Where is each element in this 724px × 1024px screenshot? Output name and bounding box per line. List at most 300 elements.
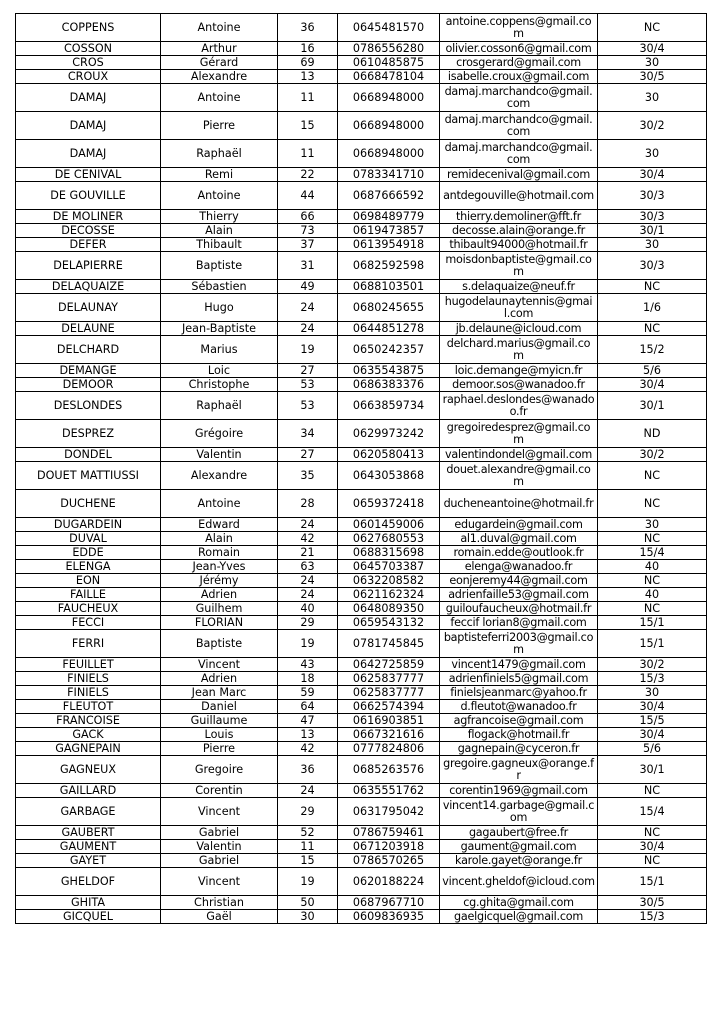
table-row	[16, 462, 707, 490]
age-cell: 24	[278, 294, 338, 322]
ranking-cell: 15/5	[598, 714, 707, 728]
ranking-cell: 30	[598, 238, 707, 252]
ranking-cell: 30	[598, 84, 707, 112]
age-cell: 31	[278, 252, 338, 280]
phone-cell: 0625837777	[338, 672, 440, 686]
table-row	[16, 322, 707, 336]
age-cell: 24	[278, 322, 338, 336]
table-row	[16, 336, 707, 364]
table-row	[16, 210, 707, 224]
age-cell: 13	[278, 70, 338, 84]
table-row	[16, 168, 707, 182]
phone-cell: 0668948000	[338, 140, 440, 168]
last-name-cell: DUCHENE	[16, 490, 161, 518]
ranking-cell: 30/4	[598, 700, 707, 714]
last-name-cell: GHELDOF	[16, 868, 161, 896]
last-name-cell: CROS	[16, 56, 161, 70]
ranking-cell: 30	[598, 56, 707, 70]
table-row	[16, 798, 707, 826]
first-name-cell: Christian	[161, 896, 278, 910]
table-row	[16, 14, 707, 42]
last-name-cell: DE MOLINER	[16, 210, 161, 224]
email-cell: damaj.marchandco@gmail.com	[440, 112, 598, 140]
last-name-cell: DELAUNAY	[16, 294, 161, 322]
ranking-cell: 40	[598, 560, 707, 574]
last-name-cell: FEUILLET	[16, 658, 161, 672]
first-name-cell: Adrien	[161, 588, 278, 602]
last-name-cell: DE CENIVAL	[16, 168, 161, 182]
last-name-cell: EDDE	[16, 546, 161, 560]
last-name-cell: GAGNEPAIN	[16, 742, 161, 756]
phone-cell: 0619473857	[338, 224, 440, 238]
age-cell: 11	[278, 140, 338, 168]
age-cell: 16	[278, 42, 338, 56]
first-name-cell: Vincent	[161, 798, 278, 826]
first-name-cell: Sébastien	[161, 280, 278, 294]
ranking-cell: 30/4	[598, 42, 707, 56]
phone-cell: 0786759461	[338, 826, 440, 840]
last-name-cell: FAUCHEUX	[16, 602, 161, 616]
ranking-cell: ND	[598, 420, 707, 448]
email-cell: adrienfiniels5@gmail.com	[440, 672, 598, 686]
table-row	[16, 56, 707, 70]
email-cell: moisdonbaptiste@gmail.com	[440, 252, 598, 280]
table-row	[16, 560, 707, 574]
ranking-cell: 15/3	[598, 672, 707, 686]
first-name-cell: Marius	[161, 336, 278, 364]
email-cell: loic.demange@myicn.fr	[440, 364, 598, 378]
ranking-cell: 5/6	[598, 742, 707, 756]
phone-cell: 0688315698	[338, 546, 440, 560]
email-cell: gregoire.gagneux@orange.fr	[440, 756, 598, 784]
email-cell: baptisteferri2003@gmail.com	[440, 630, 598, 658]
email-cell: vincent.gheldof@icloud.com	[440, 868, 598, 896]
table-row	[16, 686, 707, 700]
table-row	[16, 854, 707, 868]
first-name-cell: Loic	[161, 364, 278, 378]
email-cell: gaelgicquel@gmail.com	[440, 910, 598, 924]
table-row	[16, 238, 707, 252]
last-name-cell: CROUX	[16, 70, 161, 84]
email-cell: raphael.deslondes@wanadoo.fr	[440, 392, 598, 420]
table-row	[16, 574, 707, 588]
age-cell: 53	[278, 392, 338, 420]
age-cell: 69	[278, 56, 338, 70]
age-cell: 50	[278, 896, 338, 910]
email-cell: adrienfaille53@gmail.com	[440, 588, 598, 602]
table-row	[16, 70, 707, 84]
last-name-cell: GAILLARD	[16, 784, 161, 798]
email-cell: douet.alexandre@gmail.com	[440, 462, 598, 490]
phone-cell: 0627680553	[338, 532, 440, 546]
email-cell: damaj.marchandco@gmail.com	[440, 84, 598, 112]
first-name-cell: Jérémy	[161, 574, 278, 588]
phone-cell: 0687666592	[338, 182, 440, 210]
first-name-cell: Pierre	[161, 742, 278, 756]
ranking-cell: 30/1	[598, 756, 707, 784]
email-cell: thibault94000@hotmail.fr	[440, 238, 598, 252]
phone-cell: 0682592598	[338, 252, 440, 280]
ranking-cell: NC	[598, 322, 707, 336]
last-name-cell: GACK	[16, 728, 161, 742]
ranking-cell: 5/6	[598, 364, 707, 378]
phone-cell: 0662574394	[338, 700, 440, 714]
last-name-cell: DOUET MATTIUSSI	[16, 462, 161, 490]
email-cell: vincent14.garbage@gmail.com	[440, 798, 598, 826]
ranking-cell: 30	[598, 140, 707, 168]
ranking-cell: 30	[598, 518, 707, 532]
last-name-cell: FAILLE	[16, 588, 161, 602]
email-cell: al1.duval@gmail.com	[440, 532, 598, 546]
table-row	[16, 518, 707, 532]
age-cell: 28	[278, 490, 338, 518]
last-name-cell: COPPENS	[16, 14, 161, 42]
first-name-cell: Antoine	[161, 14, 278, 42]
age-cell: 47	[278, 714, 338, 728]
phone-cell: 0698489779	[338, 210, 440, 224]
ranking-cell: NC	[598, 14, 707, 42]
phone-cell: 0786570265	[338, 854, 440, 868]
age-cell: 19	[278, 868, 338, 896]
email-cell: remidecenival@gmail.com	[440, 168, 598, 182]
age-cell: 52	[278, 826, 338, 840]
table-row	[16, 84, 707, 112]
last-name-cell: DEMANGE	[16, 364, 161, 378]
email-cell: vincent1479@gmail.com	[440, 658, 598, 672]
phone-cell: 0629973242	[338, 420, 440, 448]
first-name-cell: Baptiste	[161, 252, 278, 280]
table-row	[16, 714, 707, 728]
ranking-cell: 30/3	[598, 182, 707, 210]
first-name-cell: Christophe	[161, 378, 278, 392]
table-row	[16, 896, 707, 910]
phone-cell: 0620188224	[338, 868, 440, 896]
ranking-cell: 30/1	[598, 224, 707, 238]
last-name-cell: DE GOUVILLE	[16, 182, 161, 210]
table-row	[16, 420, 707, 448]
first-name-cell: Antoine	[161, 490, 278, 518]
phone-cell: 0686383376	[338, 378, 440, 392]
age-cell: 15	[278, 112, 338, 140]
players-table-body	[16, 14, 707, 924]
phone-cell: 0659543132	[338, 616, 440, 630]
phone-cell: 0621162324	[338, 588, 440, 602]
table-row	[16, 756, 707, 784]
table-row	[16, 378, 707, 392]
email-cell: crosgerard@gmail.com	[440, 56, 598, 70]
email-cell: hugodelaunaytennis@gmail.com	[440, 294, 598, 322]
last-name-cell: DAMAJ	[16, 140, 161, 168]
age-cell: 66	[278, 210, 338, 224]
table-row	[16, 294, 707, 322]
last-name-cell: FERRI	[16, 630, 161, 658]
phone-cell: 0625837777	[338, 686, 440, 700]
age-cell: 15	[278, 854, 338, 868]
ranking-cell: 30	[598, 686, 707, 700]
ranking-cell: 30/4	[598, 378, 707, 392]
age-cell: 36	[278, 14, 338, 42]
age-cell: 18	[278, 672, 338, 686]
table-row	[16, 910, 707, 924]
first-name-cell: Daniel	[161, 700, 278, 714]
last-name-cell: DELAUNE	[16, 322, 161, 336]
ranking-cell: 30/5	[598, 70, 707, 84]
age-cell: 24	[278, 784, 338, 798]
ranking-cell: 15/4	[598, 546, 707, 560]
ranking-cell: NC	[598, 280, 707, 294]
email-cell: valentindondel@gmail.com	[440, 448, 598, 462]
email-cell: flogack@hotmail.fr	[440, 728, 598, 742]
age-cell: 43	[278, 658, 338, 672]
email-cell: eonjeremy44@gmail.com	[440, 574, 598, 588]
ranking-cell: 30/1	[598, 392, 707, 420]
table-row	[16, 546, 707, 560]
phone-cell: 0632208582	[338, 574, 440, 588]
age-cell: 24	[278, 588, 338, 602]
last-name-cell: DUGARDEIN	[16, 518, 161, 532]
phone-cell: 0645481570	[338, 14, 440, 42]
table-row	[16, 182, 707, 210]
email-cell: olivier.cosson6@gmail.com	[440, 42, 598, 56]
email-cell: delchard.marius@gmail.com	[440, 336, 598, 364]
email-cell: s.delaquaize@neuf.fr	[440, 280, 598, 294]
table-row	[16, 630, 707, 658]
phone-cell: 0643053868	[338, 462, 440, 490]
last-name-cell: FECCI	[16, 616, 161, 630]
phone-cell: 0668478104	[338, 70, 440, 84]
ranking-cell: 30/5	[598, 896, 707, 910]
phone-cell: 0688103501	[338, 280, 440, 294]
age-cell: 59	[278, 686, 338, 700]
first-name-cell: Jean-Baptiste	[161, 322, 278, 336]
phone-cell: 0663859734	[338, 392, 440, 420]
first-name-cell: Raphaël	[161, 392, 278, 420]
ranking-cell: NC	[598, 574, 707, 588]
first-name-cell: Grégoire	[161, 420, 278, 448]
phone-cell: 0620580413	[338, 448, 440, 462]
first-name-cell: Alexandre	[161, 462, 278, 490]
ranking-cell: 30/4	[598, 728, 707, 742]
last-name-cell: DONDEL	[16, 448, 161, 462]
first-name-cell: Baptiste	[161, 630, 278, 658]
last-name-cell: DELCHARD	[16, 336, 161, 364]
email-cell: d.fleutot@wanadoo.fr	[440, 700, 598, 714]
phone-cell: 0631795042	[338, 798, 440, 826]
email-cell: feccif lorian8@gmail.com	[440, 616, 598, 630]
phone-cell: 0645703387	[338, 560, 440, 574]
age-cell: 42	[278, 742, 338, 756]
first-name-cell: Corentin	[161, 784, 278, 798]
ranking-cell: NC	[598, 826, 707, 840]
ranking-cell: 15/1	[598, 630, 707, 658]
last-name-cell: DESLONDES	[16, 392, 161, 420]
email-cell: isabelle.croux@gmail.com	[440, 70, 598, 84]
phone-cell: 0650242357	[338, 336, 440, 364]
table-row	[16, 252, 707, 280]
last-name-cell: GAYET	[16, 854, 161, 868]
first-name-cell: Antoine	[161, 182, 278, 210]
first-name-cell: Alain	[161, 224, 278, 238]
age-cell: 22	[278, 168, 338, 182]
last-name-cell: FLEUTOT	[16, 700, 161, 714]
first-name-cell: Antoine	[161, 84, 278, 112]
table-row	[16, 700, 707, 714]
ranking-cell: 15/1	[598, 868, 707, 896]
last-name-cell: COSSON	[16, 42, 161, 56]
phone-cell: 0668948000	[338, 84, 440, 112]
table-row	[16, 672, 707, 686]
phone-cell: 0635543875	[338, 364, 440, 378]
first-name-cell: Gérard	[161, 56, 278, 70]
table-row	[16, 224, 707, 238]
last-name-cell: FRANCOISE	[16, 714, 161, 728]
table-row	[16, 658, 707, 672]
last-name-cell: FINIELS	[16, 672, 161, 686]
ranking-cell: 30/4	[598, 840, 707, 854]
ranking-cell: 30/2	[598, 448, 707, 462]
first-name-cell: Vincent	[161, 658, 278, 672]
email-cell: corentin1969@gmail.com	[440, 784, 598, 798]
table-row	[16, 616, 707, 630]
age-cell: 30	[278, 910, 338, 924]
phone-cell: 0659372418	[338, 490, 440, 518]
last-name-cell: GICQUEL	[16, 910, 161, 924]
first-name-cell: Gabriel	[161, 826, 278, 840]
table-row	[16, 840, 707, 854]
email-cell: gaument@gmail.com	[440, 840, 598, 854]
ranking-cell: 30/2	[598, 658, 707, 672]
ranking-cell: 1/6	[598, 294, 707, 322]
table-row	[16, 532, 707, 546]
first-name-cell: Arthur	[161, 42, 278, 56]
first-name-cell: Guillaume	[161, 714, 278, 728]
ranking-cell: 30/4	[598, 168, 707, 182]
table-row	[16, 728, 707, 742]
first-name-cell: Gaël	[161, 910, 278, 924]
age-cell: 73	[278, 224, 338, 238]
email-cell: thierry.demoliner@fft.fr	[440, 210, 598, 224]
email-cell: agfrancoise@gmail.com	[440, 714, 598, 728]
first-name-cell: Remi	[161, 168, 278, 182]
age-cell: 19	[278, 630, 338, 658]
phone-cell: 0680245655	[338, 294, 440, 322]
age-cell: 34	[278, 420, 338, 448]
email-cell: elenga@wanadoo.fr	[440, 560, 598, 574]
age-cell: 42	[278, 532, 338, 546]
phone-cell: 0687967710	[338, 896, 440, 910]
first-name-cell: Alexandre	[161, 70, 278, 84]
phone-cell: 0613954918	[338, 238, 440, 252]
phone-cell: 0786556280	[338, 42, 440, 56]
phone-cell: 0601459006	[338, 518, 440, 532]
age-cell: 36	[278, 756, 338, 784]
age-cell: 29	[278, 798, 338, 826]
phone-cell: 0610485875	[338, 56, 440, 70]
table-row	[16, 112, 707, 140]
first-name-cell: Romain	[161, 546, 278, 560]
ranking-cell: 15/1	[598, 616, 707, 630]
last-name-cell: DUVAL	[16, 532, 161, 546]
email-cell: karole.gayet@orange.fr	[440, 854, 598, 868]
age-cell: 29	[278, 616, 338, 630]
email-cell: demoor.sos@wanadoo.fr	[440, 378, 598, 392]
phone-cell: 0781745845	[338, 630, 440, 658]
last-name-cell: GAGNEUX	[16, 756, 161, 784]
first-name-cell: Alain	[161, 532, 278, 546]
email-cell: jb.delaune@icloud.com	[440, 322, 598, 336]
last-name-cell: DEFER	[16, 238, 161, 252]
first-name-cell: Gregoire	[161, 756, 278, 784]
age-cell: 27	[278, 364, 338, 378]
first-name-cell: FLORIAN	[161, 616, 278, 630]
players-table	[15, 13, 707, 924]
ranking-cell: NC	[598, 490, 707, 518]
first-name-cell: Jean Marc	[161, 686, 278, 700]
table-row	[16, 42, 707, 56]
age-cell: 37	[278, 238, 338, 252]
email-cell: cg.ghita@gmail.com	[440, 896, 598, 910]
age-cell: 19	[278, 336, 338, 364]
last-name-cell: GARBAGE	[16, 798, 161, 826]
age-cell: 49	[278, 280, 338, 294]
last-name-cell: DEMOOR	[16, 378, 161, 392]
table-row	[16, 784, 707, 798]
table-row	[16, 392, 707, 420]
first-name-cell: Valentin	[161, 840, 278, 854]
last-name-cell: GAUBERT	[16, 826, 161, 840]
phone-cell: 0609836935	[338, 910, 440, 924]
age-cell: 13	[278, 728, 338, 742]
first-name-cell: Hugo	[161, 294, 278, 322]
phone-cell: 0642725859	[338, 658, 440, 672]
email-cell: finielsjeanmarc@yahoo.fr	[440, 686, 598, 700]
phone-cell: 0668948000	[338, 112, 440, 140]
age-cell: 44	[278, 182, 338, 210]
email-cell: edugardein@gmail.com	[440, 518, 598, 532]
ranking-cell: 30/2	[598, 112, 707, 140]
age-cell: 35	[278, 462, 338, 490]
first-name-cell: Guilhem	[161, 602, 278, 616]
email-cell: ducheneantoine@hotmail.fr	[440, 490, 598, 518]
ranking-cell: NC	[598, 462, 707, 490]
first-name-cell: Edward	[161, 518, 278, 532]
ranking-cell: NC	[598, 532, 707, 546]
age-cell: 24	[278, 518, 338, 532]
ranking-cell: NC	[598, 784, 707, 798]
table-row	[16, 140, 707, 168]
email-cell: gregoiredesprez@gmail.com	[440, 420, 598, 448]
table-row	[16, 448, 707, 462]
phone-cell: 0648089350	[338, 602, 440, 616]
first-name-cell: Gabriel	[161, 854, 278, 868]
table-row	[16, 588, 707, 602]
table-row	[16, 280, 707, 294]
age-cell: 11	[278, 840, 338, 854]
email-cell: gagaubert@free.fr	[440, 826, 598, 840]
email-cell: decosse.alain@orange.fr	[440, 224, 598, 238]
first-name-cell: Vincent	[161, 868, 278, 896]
phone-cell: 0783341710	[338, 168, 440, 182]
age-cell: 27	[278, 448, 338, 462]
age-cell: 11	[278, 84, 338, 112]
first-name-cell: Jean-Yves	[161, 560, 278, 574]
first-name-cell: Adrien	[161, 672, 278, 686]
email-cell: antoine.coppens@gmail.com	[440, 14, 598, 42]
last-name-cell: DAMAJ	[16, 112, 161, 140]
last-name-cell: ELENGA	[16, 560, 161, 574]
age-cell: 53	[278, 378, 338, 392]
ranking-cell: 15/3	[598, 910, 707, 924]
